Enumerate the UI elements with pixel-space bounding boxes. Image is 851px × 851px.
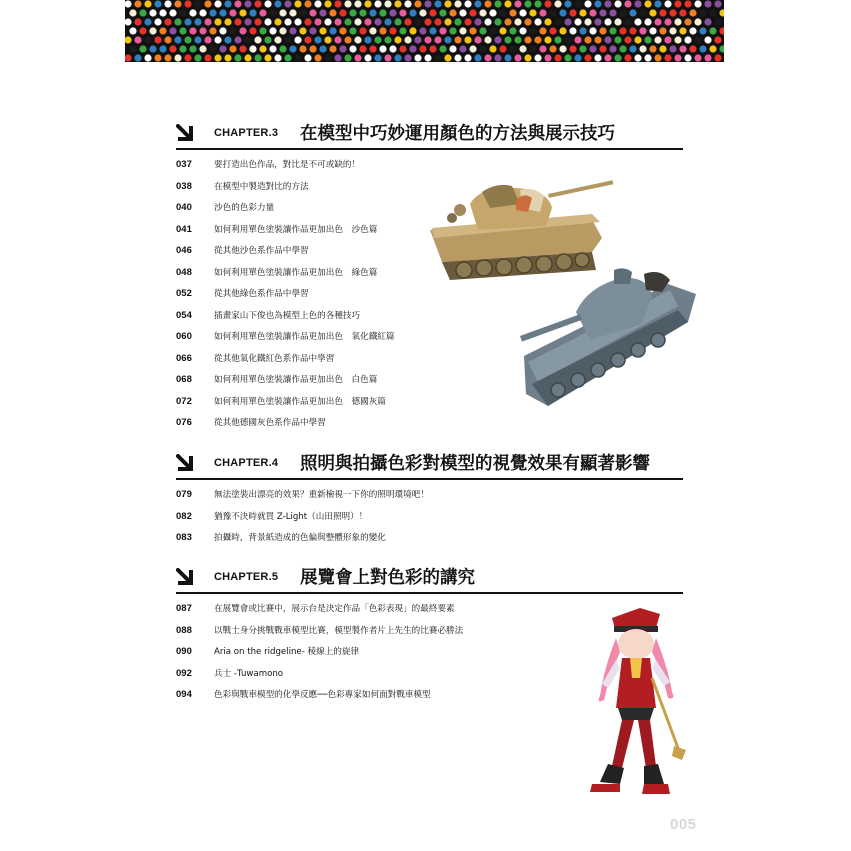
chapter-label: CHAPTER.4	[214, 457, 279, 469]
toc-item-title: 沙色的色彩力量	[214, 203, 275, 213]
toc-page-number: 041	[176, 223, 192, 235]
toc-page-number: 048	[176, 266, 192, 278]
toc-item[interactable]	[176, 488, 683, 510]
toc-list	[176, 488, 683, 553]
toc-item-title: 無法塗裝出漂亮的效果？重新檢視一下你的照明環境吧！	[214, 490, 429, 500]
toc-item-title: 從其他沙色系作品中學習	[214, 246, 309, 256]
gray-tank-model-image	[518, 266, 700, 414]
toc-item-title: 如何利用單色塗裝讓作品更加出色 德國灰篇	[214, 396, 386, 407]
toc-item-title: 兵士 -Tuwamono	[214, 668, 284, 679]
toc-page-number: 083	[176, 532, 192, 543]
toc-item-title: 拍攝時，背景紙造成的色偏與整體形象的變化	[214, 533, 386, 543]
arrow-down-right-icon	[176, 124, 194, 142]
toc-item-title: 猶豫不決時就買 Z-Light（山田照明）！	[214, 511, 368, 522]
toc-item-title: 在模型中製造對比的方法	[214, 181, 309, 192]
toc-page-number: 038	[176, 180, 192, 192]
chapter-title: 展覽會上對色彩的講究	[300, 568, 475, 588]
toc-item-title: 如何利用單色塗裝讓作品更加出色 氧化鐵紅篇	[214, 332, 395, 342]
toc-page-number: 079	[176, 489, 192, 500]
toc-item-title: Aria on the ridgeline- 稜線上的旋律	[214, 647, 360, 657]
toc-item-title: 從其他綠色系作品中學習	[214, 289, 309, 299]
toc-page-number: 054	[176, 309, 192, 321]
chapter-title: 照明與拍攝色彩對模型的視覺效果有顯著影響	[300, 454, 650, 474]
toc-item-title: 要打造出色作品，對比是不可或缺的！	[214, 160, 361, 170]
chapter-label: CHAPTER.3	[214, 127, 279, 139]
toc-page-number: 087	[176, 603, 192, 614]
toc-page-number: 046	[176, 245, 192, 256]
toc-page-number: 072	[176, 395, 192, 407]
toc-item-title: 以戰士身分挑戰戰車模型比賽，模型製作者片上先生的比賽必勝法	[214, 625, 464, 636]
toc-item-title: 在展覽會或比賽中，展示台是決定作品「色彩表現」的最終要素	[214, 604, 455, 614]
chapter-4-section	[176, 448, 683, 553]
toc-item[interactable]	[176, 158, 683, 180]
toc-page-number: 068	[176, 374, 192, 385]
toc-page-number: 040	[176, 202, 192, 213]
toc-item-title: 從其他德國灰色系作品中學習	[214, 418, 326, 428]
toc-page-number: 066	[176, 352, 192, 364]
toc-page-number: 076	[176, 417, 192, 428]
arrow-down-right-icon	[176, 454, 194, 472]
toc-item-title: 色彩與戰車模型的化學反應──色彩專家如何面對戰車模型	[214, 690, 431, 700]
toc-page-number: 052	[176, 288, 192, 299]
arrow-down-right-icon	[176, 568, 194, 586]
toc-page-number: 094	[176, 689, 192, 700]
chapter-title: 在模型中巧妙運用顏色的方法與展示技巧	[300, 124, 615, 144]
character-illustration-image	[586, 608, 690, 804]
toc-page-number: 082	[176, 510, 192, 522]
chapter-label: CHAPTER.5	[214, 571, 279, 583]
toc-item[interactable]	[176, 531, 683, 553]
polka-dot-pattern	[125, 0, 724, 62]
toc-page-number: 090	[176, 646, 192, 657]
page-number: 005	[670, 816, 697, 833]
chapter-4-header	[176, 448, 683, 480]
dotted-banner	[125, 0, 724, 62]
toc-item-title: 如何利用單色塗裝讓作品更加出色 綠色篇	[214, 267, 378, 278]
toc-page-number: 037	[176, 159, 192, 170]
chapter-3-header	[176, 118, 683, 150]
toc-item[interactable]	[176, 510, 683, 532]
toc-page-number: 060	[176, 331, 192, 342]
toc-item-title: 如何利用單色塗裝讓作品更加出色 白色篇	[214, 375, 378, 385]
toc-page-number: 088	[176, 624, 192, 636]
toc-item-title: 插畫家山下俊也為模型上色的各種技巧	[214, 310, 361, 321]
toc-item-title: 從其他氧化鐵紅色系作品中學習	[214, 353, 335, 364]
chapter-5-header	[176, 562, 683, 594]
toc-item-title: 如何利用單色塗裝讓作品更加出色 沙色篇	[214, 224, 378, 235]
toc-item[interactable]	[176, 416, 683, 438]
toc-page-number: 092	[176, 667, 192, 679]
